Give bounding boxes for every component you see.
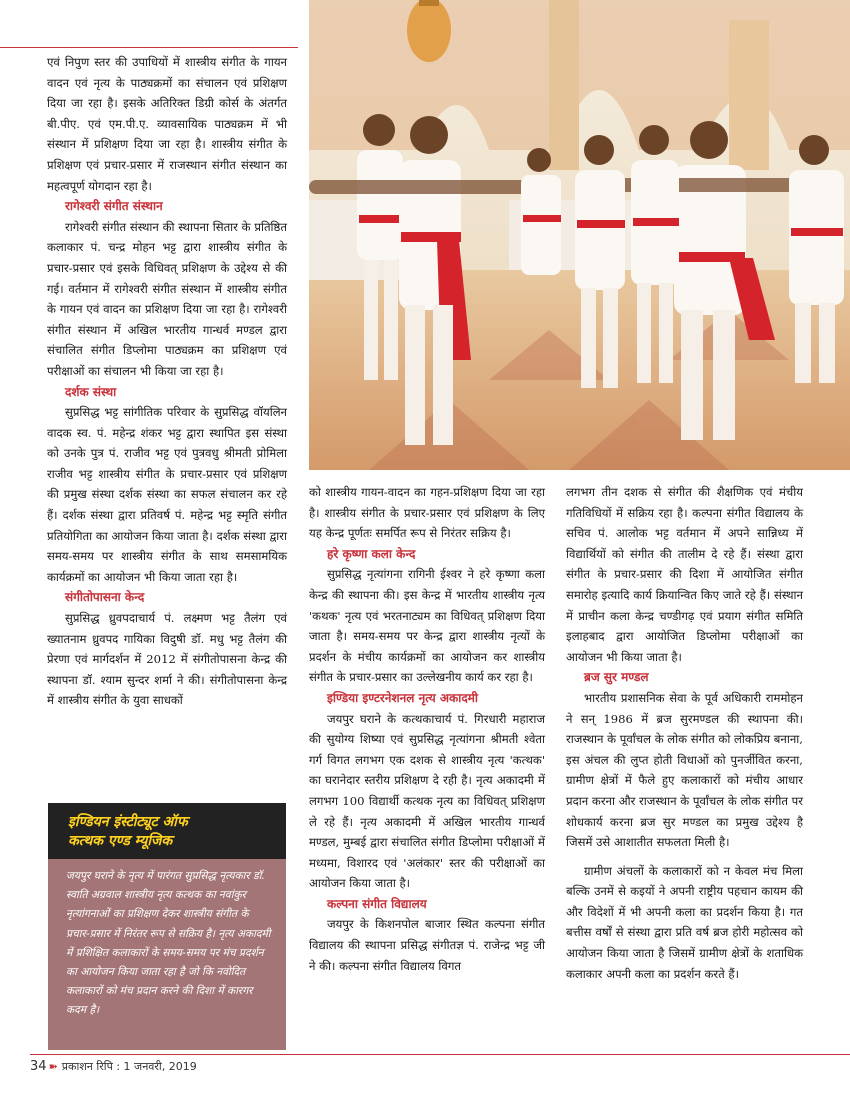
paragraph-braj-1: भारतीय प्रशासनिक सेवा के पूर्व अधिकारी राममोहन ने सन् 1986 में ब्रज सुरमण्डल की स्थापना की। राजस्थान के पूर्वांचल के लोक संगीत को लोकप्रिय बनाना, इस अंचल की लुप्त होती विधाओं को पुनर्जीवित करना, ग्रामीण क्षेत्रों में फैले हुए कलाकारों को मंचीय आधार प्रदान करना और राजस्थान के पूर्वांचल के लोक संगीत पर शोधकार्य करना ब्रज सुर मण्डल का प्रमुख उद्देश्य है जिसमें उसे आशातीत सफलता मिली है। [566,690,803,850]
paragraph-kalpana: जयपुर के किशनपोल बाजार स्थित कल्पना संगीत विद्यालय की स्थापना प्रसिद्ध संगीतज्ञ पं. राजेन्द्र भट्ट जी ने की। कल्पना संगीत विद्यालय विगत [309,917,545,973]
sidebar-box-title-line1: इण्डियन इंस्टीट्यूट ऑफ [68,814,188,830]
heading-sangeetopasana: संगीतोपासना केन्द [65,590,145,605]
sidebar-box-body: जयपुर घराने के नृत्य में पारंगत सुप्रसिद्ध नृत्यकार डॉ. स्वाति अग्रवाल शास्त्रीय नृत्य कत्थक का नवांकुर नृत्यांगनाओं का प्रशिक्षण देकर शास्त्रीय संगीत के प्रचार-प्रसार में निरंतर रूप से सक्रिय है। नृत्य अकादमी में प्रशिक्षित कलाकारों के समय-समय पर मंच प्रदर्शन का आयोजन किया जाता रहा है जो कि नवोदित कलाकारों को मंच प्रदान करने की दिशा में कारगर कदम है। [66,870,271,1017]
footer-line [30,1059,197,1074]
heading-india-international: इण्डिया इण्टरनेशनल नृत्य अकादमी [327,690,479,705]
top-rule [0,47,298,48]
paragraph-col3-continued: लगभग तीन दशक से संगीत की शैक्षणिक एवं मंचीय गतिविधियों में सक्रिय रहा है। कल्पना संगीत विद्यालय के सचिव पं. आलोक भट्ट वर्तमान में अपने सान्निध्य में विद्यार्थियों को संगीत की तालीम दे रहे हैं। संस्था द्वारा संगीत के प्रचार-प्रसार की दिशा में आयोजित संगीत समारोह इत्यादि कार्य क्रियान्वित किए जाते रहे हैं। संस्थान में प्राचीन कला केन्द्र चण्डीगढ़ एवं प्रयाग संगीत समिति इलाहबाद द्वारा आयोजित डिप्लोमा परीक्षाओं का आयोजन भी किया जाता है। [566,485,803,664]
page-number: 34 [30,1059,47,1074]
publication-info: प्रकाशन रिपि : 1 जनवरी, 2019 [61,1060,197,1073]
sidebar-box-kathak-institute [48,803,286,1050]
column-middle [309,482,545,976]
paragraph-sangeetopasana: सुप्रसिद्ध ध्रुवपदाचार्य पं. लक्ष्मण भट्ट तैलंग एवं ख्यातनाम ध्रुवपद गायिका विदुषी डॉ. मधु भट्ट तैलंग की प्रेरणा एवं मार्गदर्शन में 2012 में संगीतोपासना केन्द्र की स्थापना डॉ. श्याम सुन्दर शर्मा ने की। संगीतोपासना केन्द्र में शास्त्रीय संगीत के युवा साधकों [47,611,287,708]
sidebar-box-title-line2: कत्थक एण्ड म्यूजिक [68,833,173,849]
heading-kalpana: कल्पना संगीत विद्यालय [327,896,427,911]
paragraph-intro: एवं निपुण स्तर की उपाधियों में शास्त्रीय संगीत के गायन वादन एवं नृत्य के पाठ्यक्रमों का संचालन एवं प्रशिक्षण दिया जा रहा है। इसके अतिरिक्त डिग्री कोर्स के अंतर्गत बी.पीए. एवं एम.पी.ए. व्यावसायिक पाठ्यक्रम में भी संस्थान में प्रशिक्षण दिया जा रहा है। शास्त्रीय संगीत के प्रशिक्षण एवं प्रचार-प्रसार में राजस्थान संगीत संस्थान का महत्वपूर्ण योगदान रहा है। [47,55,287,193]
sidebar-box-header [48,803,286,859]
paragraph-braj-2: ग्रामीण अंचलों के कलाकारों को न केवल मंच मिला बल्कि उनमें से कइयों ने अपनी राष्ट्रीय पहचान कायम की और विदेशों में भी अपनी कला का प्रदर्शन किया है। गत बत्तीस वर्षों से संस्था द्वारा प्रति वर्ष ब्रज होरी महोत्सव को आयोजन किया जाता है जिसमें ग्रामीण क्षेत्रों के शताधिक कलाकार अपनी कला का प्रदर्शन करते हैं। [566,863,803,981]
heading-darshak: दर्शक संस्था [65,384,117,399]
page-footer [30,1050,850,1080]
footer-rule [30,1054,850,1055]
column-right [566,482,803,984]
dancers-illustration [309,0,850,470]
arrow-icon: ➽ [48,1060,58,1073]
heading-hare-krishna: हरे कृष्णा कला केन्द [327,546,416,561]
heading-braj-sur-mandal: ब्रज सुर मण्डल [584,670,649,685]
paragraph-rageshwari: रागेश्वरी संगीत संस्थान की स्थापना सितार के प्रतिष्ठित कलाकार पं. चन्द्र मोहन भट्ट द्वारा शास्त्रीय संगीत के प्रचार-प्रसार एवं इसके विधिवत् प्रशिक्षण के उद्देश्य से की गई। वर्तमान में रागेश्वरी संगीत संस्थान में शास्त्रीय संगीत के गायन एवं वादन का प्रशिक्षण दिया जा रहा है। रागेश्वरी संगीत संस्थान में अखिल भारतीय गान्धर्व मण्डल द्वारा संचालित संगीत डिप्लोमा पाठ्यक्रम का प्रशिक्षण एवं परीक्षाओं का संचालन भी किया जा रहा है। [47,219,287,378]
paragraph-hare-krishna: सुप्रसिद्ध नृत्यांगना रागिनी ईश्वर ने हरे कृष्णा कला केन्द्र की स्थापना की। इस केन्द्र में भारतीय शास्त्रीय नृत्य 'कथक' नृत्य एवं भरतनाट्यम का विधिवत् प्रशिक्षण दिया जाता है। समय-समय पर केन्द्र द्वारा शास्त्रीय नृत्यों के प्रदर्शन के मंचीय कार्यक्रमों का आयोजन कर शास्त्रीय संगीत के प्रचार-प्रसार का उल्लेखनीय कार्य कर रहा है। [309,567,545,685]
paragraph-india-international: जयपुर घराने के कत्थकाचार्य पं. गिरधारी महाराज की सुयोग्य शिष्या एवं सुप्रसिद्ध नृत्यांगना श्रीमती श्वेता गर्ग विगत लगभग एक दशक से शास्त्रीय नृत्य 'कत्थक' का घरानेदार स्तरीय प्रशिक्षण दे रही है। नृत्य अकादमी में लगभग 100 विद्यार्थी कत्थक नृत्य का विधिवत् प्रशिक्षण ले रहे हैं। नृत्य अकादमी में अखिल भारतीय गान्धर्व मण्डल, मुम्बई द्वारा संचालित संगीत डिप्लोमा परीक्षाओं में मध्यमा, विशारद एवं 'अलंकार' स्तर की परीक्षाओं का आयोजन किया जाता है। [309,711,545,891]
paragraph-col2-continued: को शास्त्रीय गायन-वादन का गहन-प्रशिक्षण दिया जा रहा है। शास्त्रीय संगीत के प्रचार-प्रसार एवं प्रशिक्षण के लिए यह केन्द्र पूर्णतः समर्पित रूप से निरंतर सक्रिय है। [309,485,545,541]
paragraph-darshak: सुप्रसिद्ध भट्ट सांगीतिक परिवार के सुप्रसिद्ध वॉयलिन वादक स्व. पं. महेन्द्र शंकर भट्ट द्वारा स्थापित इस संस्था को उनके पुत्र पं. राजीव भट्ट एवं पुत्रवधु श्रीमती प्रोमिला राजीव भट्ट शास्त्रीय संगीत के प्रचार-प्रसार एवं प्रशिक्षण की प्रमुख संस्था दर्शक संस्था का सफल संचालन कर रहे हैं। दर्शक संस्था द्वारा प्रतिवर्ष पं. महेन्द्र भट्ट स्मृति संगीत प्रतियोगिता का आयोजन किया जाता है। दर्शक संस्था द्वारा समय-समय पर शास्त्रीय संगीत के साथ समसामयिक कार्यक्रमों का आयोजन भी किया जाता रहा है। [47,405,287,584]
heading-rageshwari: रागेश्वरी संगीत संस्थान [65,199,163,214]
column-left [47,52,287,711]
dancers-photo [309,0,850,470]
